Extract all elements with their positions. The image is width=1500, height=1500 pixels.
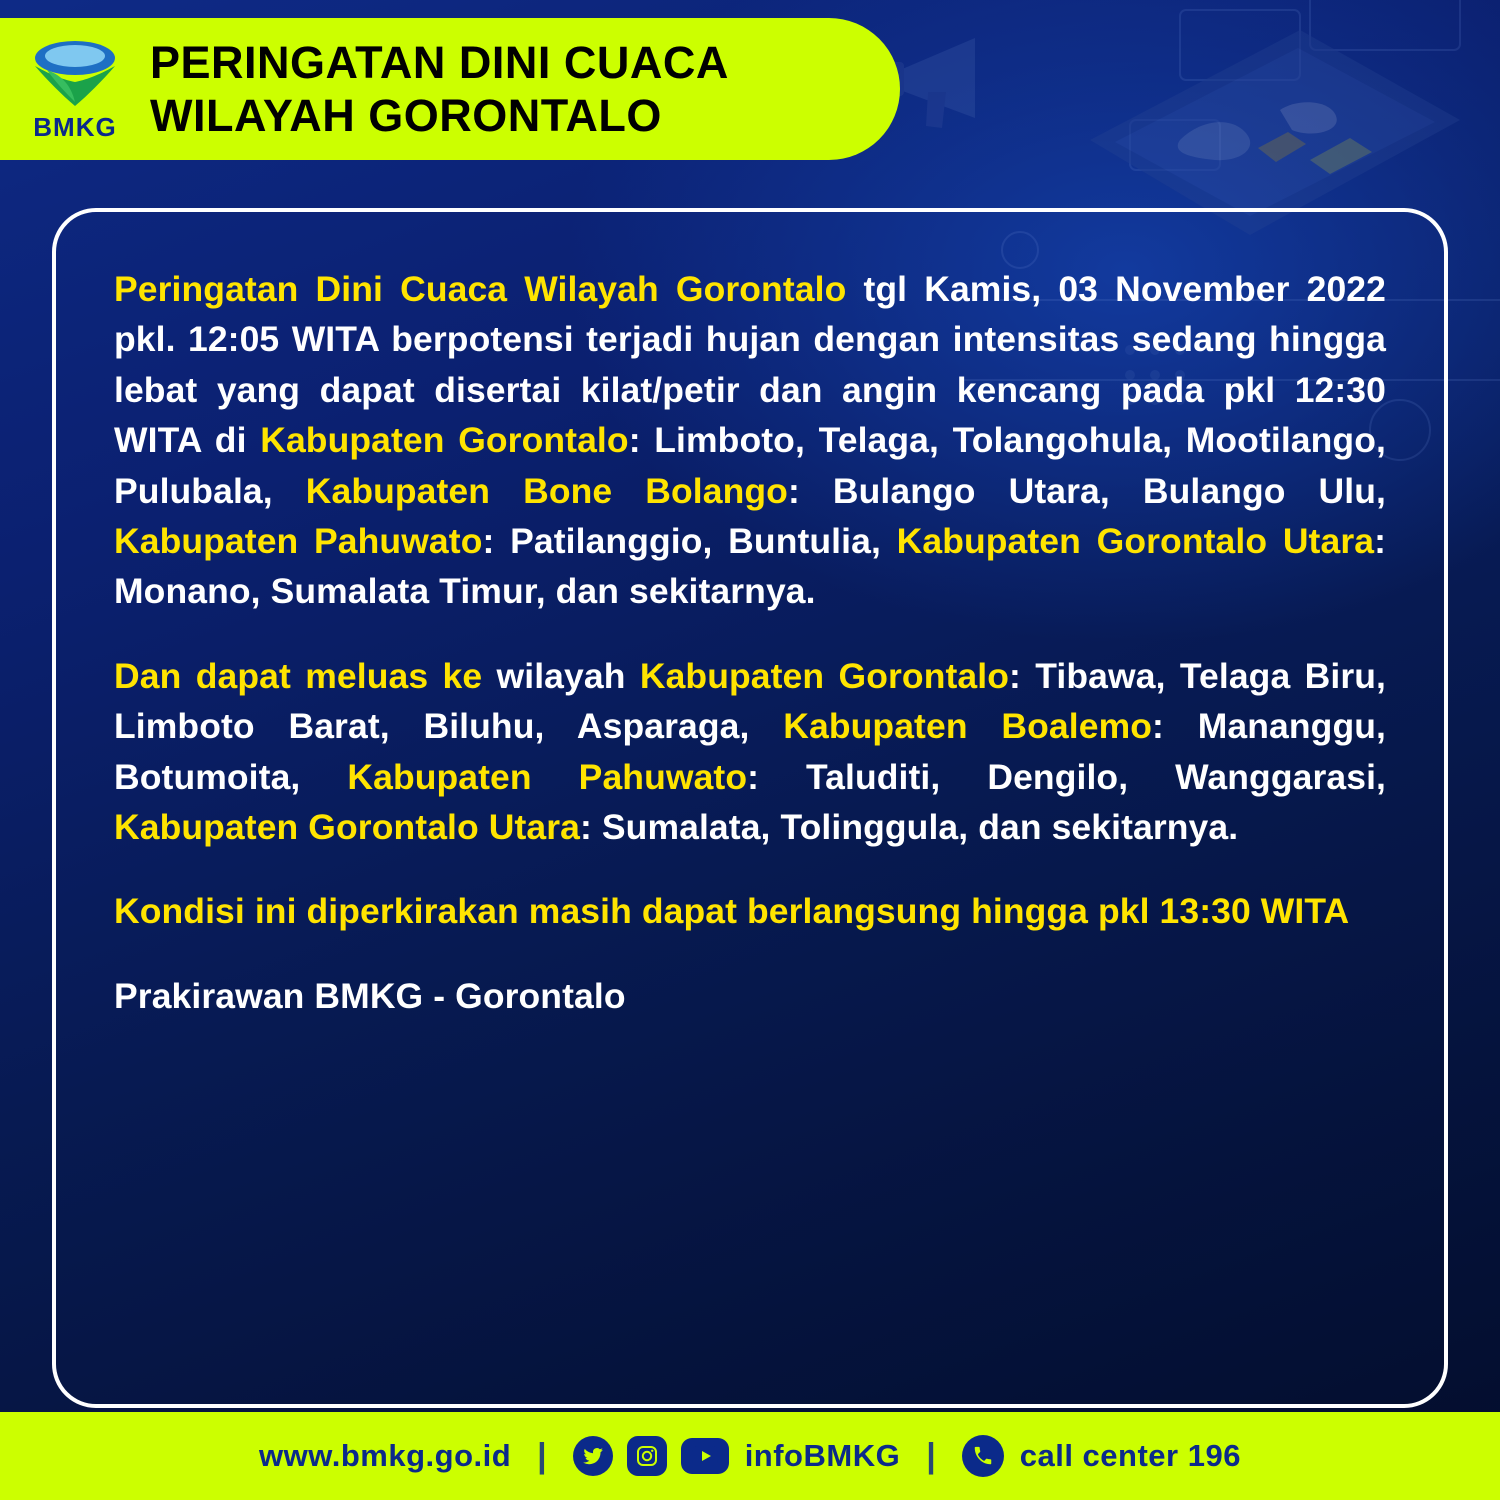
warning-p2-seg3: Kabupaten Gorontalo [639, 655, 1010, 696]
warning-p1-seg4: : Limboto, Telaga, Tolangohula, Mootilango, Pulubala, [114, 420, 1386, 511]
warning-p2-seg8: : Taluditi, Dengilo, Wanggarasi, [747, 756, 1386, 797]
footer-call-center[interactable]: call center 196 [1019, 1438, 1241, 1473]
warning-duration-note: Kondisi ini diperkirakan masih dapat berlangsung hingga pkl 13:30 WITA [114, 891, 1350, 932]
warning-p1-seg7: Kabupaten Pahuwato [114, 521, 483, 562]
footer-separator-2: | [926, 1436, 936, 1475]
warning-p2-seg6: : Mananggu, Botumoita, [114, 706, 1386, 797]
footer-social-block [573, 1436, 901, 1476]
warning-p1-seg10: : Monano, Sumalata Timur, dan sekitarnya. [114, 521, 1387, 612]
bmkg-logo-label: BMKG [33, 111, 117, 142]
warning-p2-seg1: Dan dapat meluas ke [114, 655, 483, 696]
warning-p2-seg2: wilayah [482, 655, 640, 696]
warning-p1-seg8: : Patilanggio, Buntulia, [482, 521, 897, 562]
page-title-line1: PERINGATAN DINI CUACA [150, 36, 729, 88]
instagram-icon[interactable] [627, 1436, 667, 1476]
warning-p2-seg7: Kabupaten Pahuwato [347, 756, 748, 797]
page-title [150, 36, 759, 142]
footer-website[interactable]: www.bmkg.go.id [259, 1438, 512, 1473]
warning-p2-seg10: : Sumalata, Tolinggula, dan sekitarnya. [580, 807, 1239, 848]
footer [0, 1412, 1500, 1500]
warning-p2-seg5: Kabupaten Boalemo [783, 706, 1153, 747]
warning-p1-seg2: tgl Kamis, 03 November 2022 pkl. 12:05 WITA berpotensi terjadi hujan dengan intensitas sedang hingga lebat yang dapat disertai kilat/petir dan angin kencang pada pkl 12:30 WITA di [114, 269, 1386, 461]
warning-paragraph-2 [114, 651, 1386, 853]
youtube-icon[interactable] [681, 1438, 729, 1474]
footer-separator-1: | [537, 1436, 547, 1475]
header [0, 0, 1500, 178]
warning-p1-seg1: Peringatan Dini Cuaca Wilayah Gorontalo [114, 269, 847, 309]
phone-icon[interactable] [962, 1435, 1004, 1477]
social-icons [573, 1436, 729, 1476]
warning-content-card [52, 208, 1448, 1408]
warning-p1-seg9: Kabupaten Gorontalo Utara [896, 521, 1375, 562]
footer-callcenter-block [962, 1435, 1241, 1477]
warning-p2-seg4: : Tibawa, Telaga Biru, Limboto Barat, Biluhu, Asparaga, [114, 655, 1387, 747]
bmkg-logo [0, 18, 150, 160]
page-title-line2: WILAYAH GORONTALO [150, 90, 662, 141]
warning-p1-seg6: : Bulango Utara, Bulango Ulu, [787, 470, 1387, 511]
warning-signature: Prakirawan BMKG - Gorontalo [114, 975, 626, 1016]
twitter-icon[interactable] [573, 1436, 613, 1476]
warning-p1-seg5: Kabupaten Bone Bolango [305, 470, 788, 511]
footer-social-handle[interactable]: infoBMKG [744, 1438, 901, 1473]
warning-p1-seg3: Kabupaten Gorontalo [260, 420, 629, 461]
warning-paragraph-1 [114, 264, 1386, 617]
bmkg-logo-mark [27, 36, 123, 110]
title-banner [0, 18, 900, 160]
warning-p2-seg9: Kabupaten Gorontalo Utara [114, 807, 581, 848]
